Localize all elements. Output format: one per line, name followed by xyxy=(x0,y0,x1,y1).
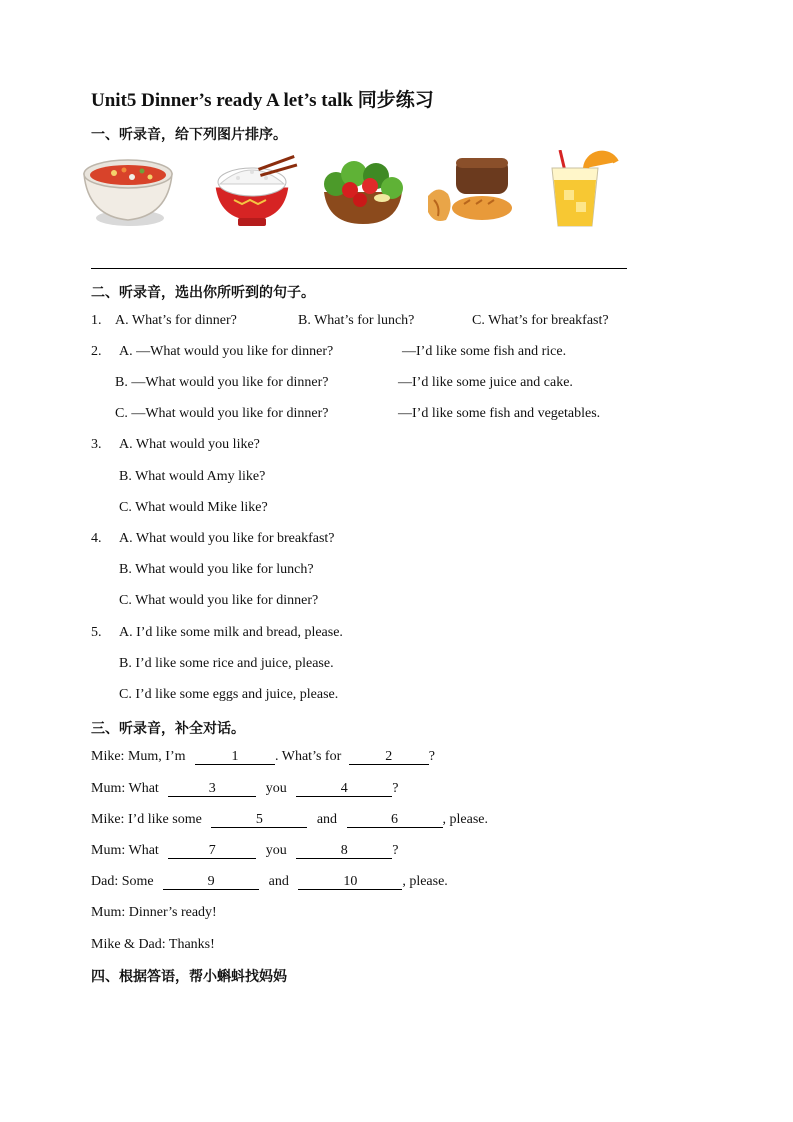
bread-icon xyxy=(424,150,516,230)
dialogue-text: Mum: What xyxy=(91,781,159,796)
question-3-number: 3. xyxy=(91,437,102,452)
q2-option-c-question[interactable]: C. —What would you like for dinner? xyxy=(115,406,329,421)
dialogue-line-1 xyxy=(91,749,435,765)
q5-option-c[interactable]: C. I’d like some eggs and juice, please. xyxy=(119,687,339,702)
q2-option-b-reply: —I’d like some juice and cake. xyxy=(398,375,573,390)
section-4-heading: 四、根据答语，帮小蝌蚪找妈妈 xyxy=(91,969,287,985)
question-2-number: 2. xyxy=(91,344,102,359)
dialogue-text: Mum: What xyxy=(91,843,159,858)
soup-bowl-icon xyxy=(80,150,176,230)
q4-option-c[interactable]: C. What would you like for dinner? xyxy=(119,593,319,608)
q5-option-b[interactable]: B. I’d like some rice and juice, please. xyxy=(119,656,334,671)
dialogue-line-6: Mum: Dinner’s ready! xyxy=(91,905,217,920)
blank-10[interactable]: 10 xyxy=(298,874,402,890)
q2-option-a-question[interactable]: A. —What would you like for dinner? xyxy=(119,344,334,359)
blank-4[interactable]: 4 xyxy=(296,781,392,797)
q1-option-b[interactable]: B. What’s for lunch? xyxy=(298,313,415,328)
blank-3[interactable]: 3 xyxy=(168,781,256,797)
question-5-number: 5. xyxy=(91,625,102,640)
q1-option-c[interactable]: C. What’s for breakfast? xyxy=(472,313,609,328)
blank-1[interactable]: 1 xyxy=(195,749,275,765)
q2-option-a-reply: —I’d like some fish and rice. xyxy=(402,344,567,359)
section-2-heading: 二、听录音，选出你所听到的句子。 xyxy=(91,285,315,301)
q5-option-a[interactable]: A. I’d like some milk and bread, please. xyxy=(119,625,343,640)
blank-7[interactable]: 7 xyxy=(168,843,256,859)
dialogue-text: Mike: I’d like some xyxy=(91,812,202,827)
dialogue-text: , please. xyxy=(402,874,448,889)
section-1-heading: 一、听录音，给下列图片排序。 xyxy=(91,127,287,143)
q3-option-a[interactable]: A. What would you like? xyxy=(119,437,260,452)
blank-2[interactable]: 2 xyxy=(349,749,429,765)
dialogue-text: you xyxy=(265,781,287,796)
picture-row xyxy=(80,150,640,230)
dialogue-text: Dad: Some xyxy=(91,874,154,889)
juice-icon xyxy=(546,150,626,230)
blank-6[interactable]: 6 xyxy=(347,812,443,828)
rice-bowl-icon xyxy=(208,150,298,230)
section-3-heading: 三、听录音，补全对话。 xyxy=(91,721,245,737)
dialogue-text: you xyxy=(265,843,287,858)
answer-line[interactable] xyxy=(91,268,627,269)
q3-option-b[interactable]: B. What would Amy like? xyxy=(119,469,266,484)
dialogue-text: . What’s for xyxy=(275,749,342,764)
dialogue-text: ? xyxy=(392,843,399,858)
q3-option-c[interactable]: C. What would Mike like? xyxy=(119,500,268,515)
dialogue-text: Mike: Mum, I’m xyxy=(91,749,186,764)
dialogue-text: , please. xyxy=(442,812,489,827)
dialogue-text: ? xyxy=(428,749,435,764)
dialogue-text: ? xyxy=(392,781,399,796)
dialogue-line-7: Mike & Dad: Thanks! xyxy=(91,937,215,952)
dialogue-line-2 xyxy=(91,781,399,797)
question-1-number: 1. xyxy=(91,313,102,328)
q4-option-b[interactable]: B. What would you like for lunch? xyxy=(119,562,314,577)
salad-icon xyxy=(320,150,406,230)
dialogue-text: and xyxy=(316,812,338,827)
question-4-number: 4. xyxy=(91,531,102,546)
q2-option-b-question[interactable]: B. —What would you like for dinner? xyxy=(115,375,329,390)
page-title: Unit5 Dinner’s ready A let’s talk 同步练习 xyxy=(91,90,434,111)
blank-8[interactable]: 8 xyxy=(296,843,392,859)
q1-option-a[interactable]: A. What’s for dinner? xyxy=(115,313,237,328)
dialogue-line-5 xyxy=(91,874,448,890)
blank-9[interactable]: 9 xyxy=(163,874,259,890)
dialogue-line-3 xyxy=(91,812,488,828)
dialogue-line-4 xyxy=(91,843,399,859)
dialogue-text: and xyxy=(268,874,289,889)
blank-5[interactable]: 5 xyxy=(211,812,307,828)
q4-option-a[interactable]: A. What would you like for breakfast? xyxy=(119,531,335,546)
q2-option-c-reply: —I’d like some fish and vegetables. xyxy=(398,406,601,421)
